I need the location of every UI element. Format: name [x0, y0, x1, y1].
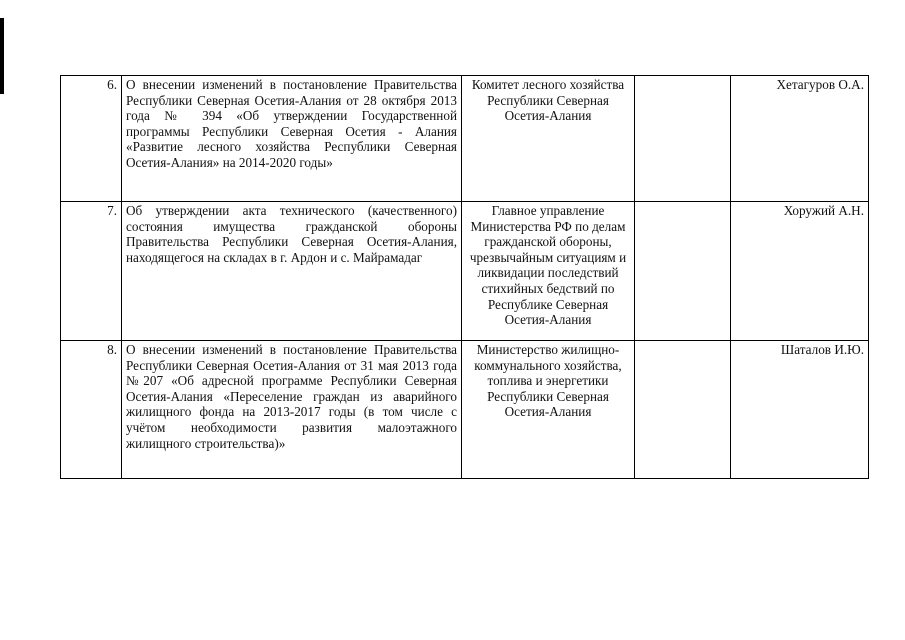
document-title: Об утверждении акта технического (качественного) состояния имущества гражданской обороны Правительства Республики Северная Осетия-Алания, находящегося на складах в г. Ардон и с. Майрамадаг [122, 202, 462, 341]
document-title: О внесении изменений в постановление Правительства Республики Северная Осетия-Алания от 28 октября 2013 года № 394 «Об утверждении Государственной программы Республики Северная Осетия - Алания «Развитие лесного хозяйства Республики Северная Осетия-Алания» на 2014-2020 годы» [122, 76, 462, 202]
scan-edge-mark [0, 18, 4, 94]
table-row [61, 76, 869, 202]
responsible-agency: Главное управление Министерства РФ по делам гражданской обороны, чрезвычайным ситуациям и ликвидации последствий стихийных бедствий по Республике Северная Осетия-Алания [462, 202, 635, 341]
table-row [61, 341, 869, 479]
table-row [61, 202, 869, 341]
responsible-agency: Комитет лесного хозяйства Республики Северная Осетия-Алания [462, 76, 635, 202]
date-cell [635, 76, 731, 202]
date-cell [635, 341, 731, 479]
reporter-name: Шаталов И.Ю. [731, 341, 869, 479]
date-cell [635, 202, 731, 341]
responsible-agency: Министерство жилищно-коммунального хозяйства, топлива и энергетики Республики Северная Осетия-Алания [462, 341, 635, 479]
row-number: 8. [61, 341, 122, 479]
row-number: 6. [61, 76, 122, 202]
reporter-name: Хетагуров О.А. [731, 76, 869, 202]
document-title: О внесении изменений в постановление Правительства Республики Северная Осетия-Алания от 31 мая 2013 года №207 «Об адресной программе Республики Северная Осетия-Алания «Переселение граждан из аварийного жилищного фонда на 2013-2017 годы (в том числе с учётом необходимости развития малоэтажного жилищного строительства)» [122, 341, 462, 479]
row-number: 7. [61, 202, 122, 341]
reporter-name: Хоружий А.Н. [731, 202, 869, 341]
agenda-table [60, 75, 869, 479]
